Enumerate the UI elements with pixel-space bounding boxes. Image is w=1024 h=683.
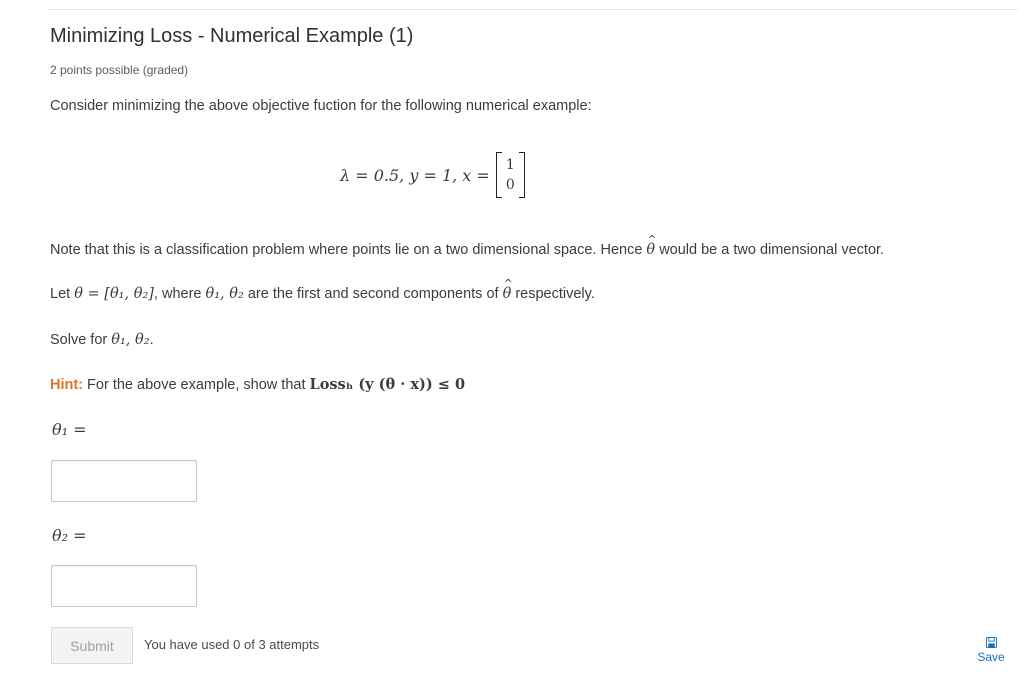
save-button[interactable] [974,637,1008,664]
theta2-label: θ₂ = [52,526,87,545]
top-divider [48,9,1018,10]
equation-lhs: λ = 0.5, y = 1, x = [340,165,490,185]
note-text: Note that this is a classification problem where points lie on a two dimensional space. Hence ^ θ would be a two dimensional vector. [50,242,884,258]
solve-vars: θ₁, θ₂ [111,332,150,348]
theta1-label: θ₁ = [52,420,87,439]
submit-button[interactable]: Submit [51,627,133,664]
intro-text: Consider minimizing the above objective fuction for the following numerical example: [50,98,592,114]
solve-text: Solve for θ₁, θ₂. [50,332,154,348]
theta-components: θ₁, θ₂ [205,286,244,302]
points-possible: 2 points possible (graded) [50,63,189,77]
problem-title: Minimizing Loss - Numerical Example (1) [50,25,414,47]
theta2-input[interactable] [51,565,197,607]
save-label: Save [977,650,1005,664]
matrix-bottom: 0 [505,177,515,193]
let-definition: Let θ = [θ₁, θ₂], where θ₁, θ₂ are the first and second components of ^ θ respectively. [50,286,595,302]
floppy-disk-icon [986,637,997,648]
theta1-input[interactable] [51,460,197,502]
hint-text: For the above example, show that [87,377,306,393]
matrix-right-bracket [519,152,525,198]
attempts-text: You have used 0 of 3 attempts [144,637,320,652]
matrix-top: 1 [505,157,515,173]
equation [340,152,525,198]
theta-hat-symbol: ^ θ [646,242,655,258]
hint [50,376,465,393]
hint-math: Lossₕ (y (θ · x)) ≤ 0 [309,376,466,393]
x-matrix [496,152,525,198]
hint-label: Hint: [50,377,84,393]
theta-vector-def: θ = [θ₁, θ₂] [74,286,154,302]
theta-hat-symbol-2: ^ θ [503,286,512,302]
